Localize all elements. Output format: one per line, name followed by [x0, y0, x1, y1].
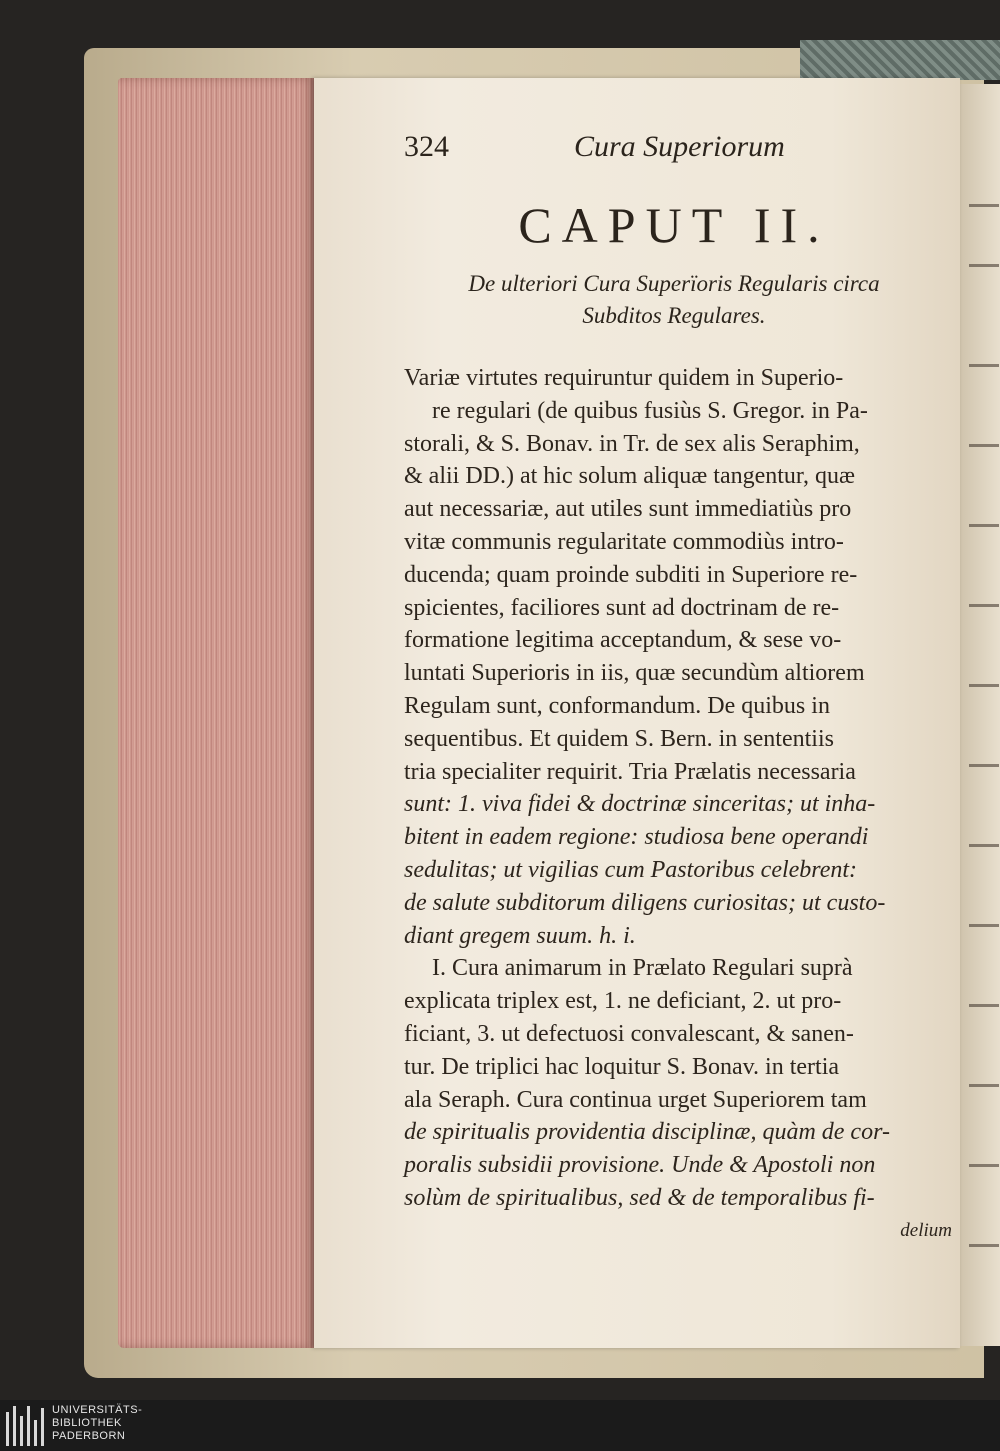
text-line: sunt: 1. viva fidei & doctrinæ sinceritas; ut inha- — [404, 791, 876, 818]
library-name-line: BIBLIOTHEK — [52, 1417, 122, 1429]
library-name-line: PADERBORN — [52, 1430, 126, 1442]
subtitle-line: Subditos Regulares. — [582, 303, 766, 328]
text-line: spicientes, faciliores sunt ad doctrinam de re- — [404, 594, 840, 621]
catchword: delium — [900, 1219, 952, 1241]
running-head — [404, 130, 944, 170]
text-line: explicata triplex est, 1. ne deficiant, 2. ut pro- — [404, 988, 842, 1015]
text-line: vitæ communis regularitate commodiùs intro- — [404, 528, 844, 555]
page-edges — [118, 78, 314, 1348]
text-line: aut necessariæ, aut utiles sunt immediatiùs pro — [404, 496, 852, 523]
text-line: poralis subsidii provisione. Unde & Apostoli non — [404, 1152, 876, 1179]
library-logo-icon — [4, 1404, 48, 1448]
text-line: Regulam sunt, conformandum. De quibus in — [404, 692, 830, 719]
text-line: sedulitas; ut vigilias cum Pastoribus celebrent: — [404, 856, 858, 883]
text-line: I. Cura animarum in Prælato Regulari suprà — [432, 955, 853, 982]
text-line: luntati Superioris in iis, quæ secundùm altiorem — [404, 660, 865, 687]
facing-page-edge — [958, 84, 1000, 1346]
running-title: Cura Superiorum — [574, 130, 785, 163]
text-line: tur. De triplici hac loquitur S. Bonav. in tertia — [404, 1053, 840, 1080]
text-line: diant gregem suum. h. i. — [404, 922, 636, 949]
text-line: solùm de spiritualibus, sed & de temporalibus fi- — [404, 1184, 875, 1211]
spine-cloth — [800, 40, 1000, 80]
text-line: & alii DD.) at hic solum aliquæ tangentur, quæ — [404, 463, 855, 490]
text-line: de spiritualis providentia disciplinæ, quàm de cor- — [404, 1119, 890, 1146]
chapter-subtitle — [404, 268, 944, 332]
library-footer — [0, 1400, 1000, 1451]
text-line: formatione legitima acceptandum, & sese vo- — [404, 627, 842, 654]
text-line: storali, & S. Bonav. in Tr. de sex alis Seraphim, — [404, 430, 860, 457]
text-line: ducenda; quam proinde subditi in Superiore re- — [404, 561, 858, 588]
chapter-heading: CAPUT II. — [518, 197, 830, 253]
library-name-line: UNIVERSITÄTS- — [52, 1404, 143, 1416]
text-line: re regulari (de quibus fusiùs S. Gregor. in Pa- — [432, 397, 868, 424]
text-line: ala Seraph. Cura continua urget Superiorem tam — [404, 1086, 867, 1113]
text-line: de salute subditorum diligens curiositas; ut custo- — [404, 889, 886, 916]
body-text — [404, 362, 952, 1248]
text-line: ficiant, 3. ut defectuosi convalescant, & sanen- — [404, 1020, 854, 1047]
page-number: 324 — [404, 130, 449, 163]
subtitle-line: De ulteriori Cura Superïoris Regularis circa — [468, 271, 880, 296]
library-name — [52, 1404, 142, 1443]
text-line: bitent in eadem regione: studiosa bene operandi — [404, 824, 869, 851]
text-line: Variæ virtutes requiruntur quidem in Superio- — [404, 365, 844, 391]
text-line: sequentibus. Et quidem S. Bern. in sententiis — [404, 725, 834, 752]
text-line: tria specialiter requirit. Tria Prælatis necessaria — [404, 758, 856, 785]
